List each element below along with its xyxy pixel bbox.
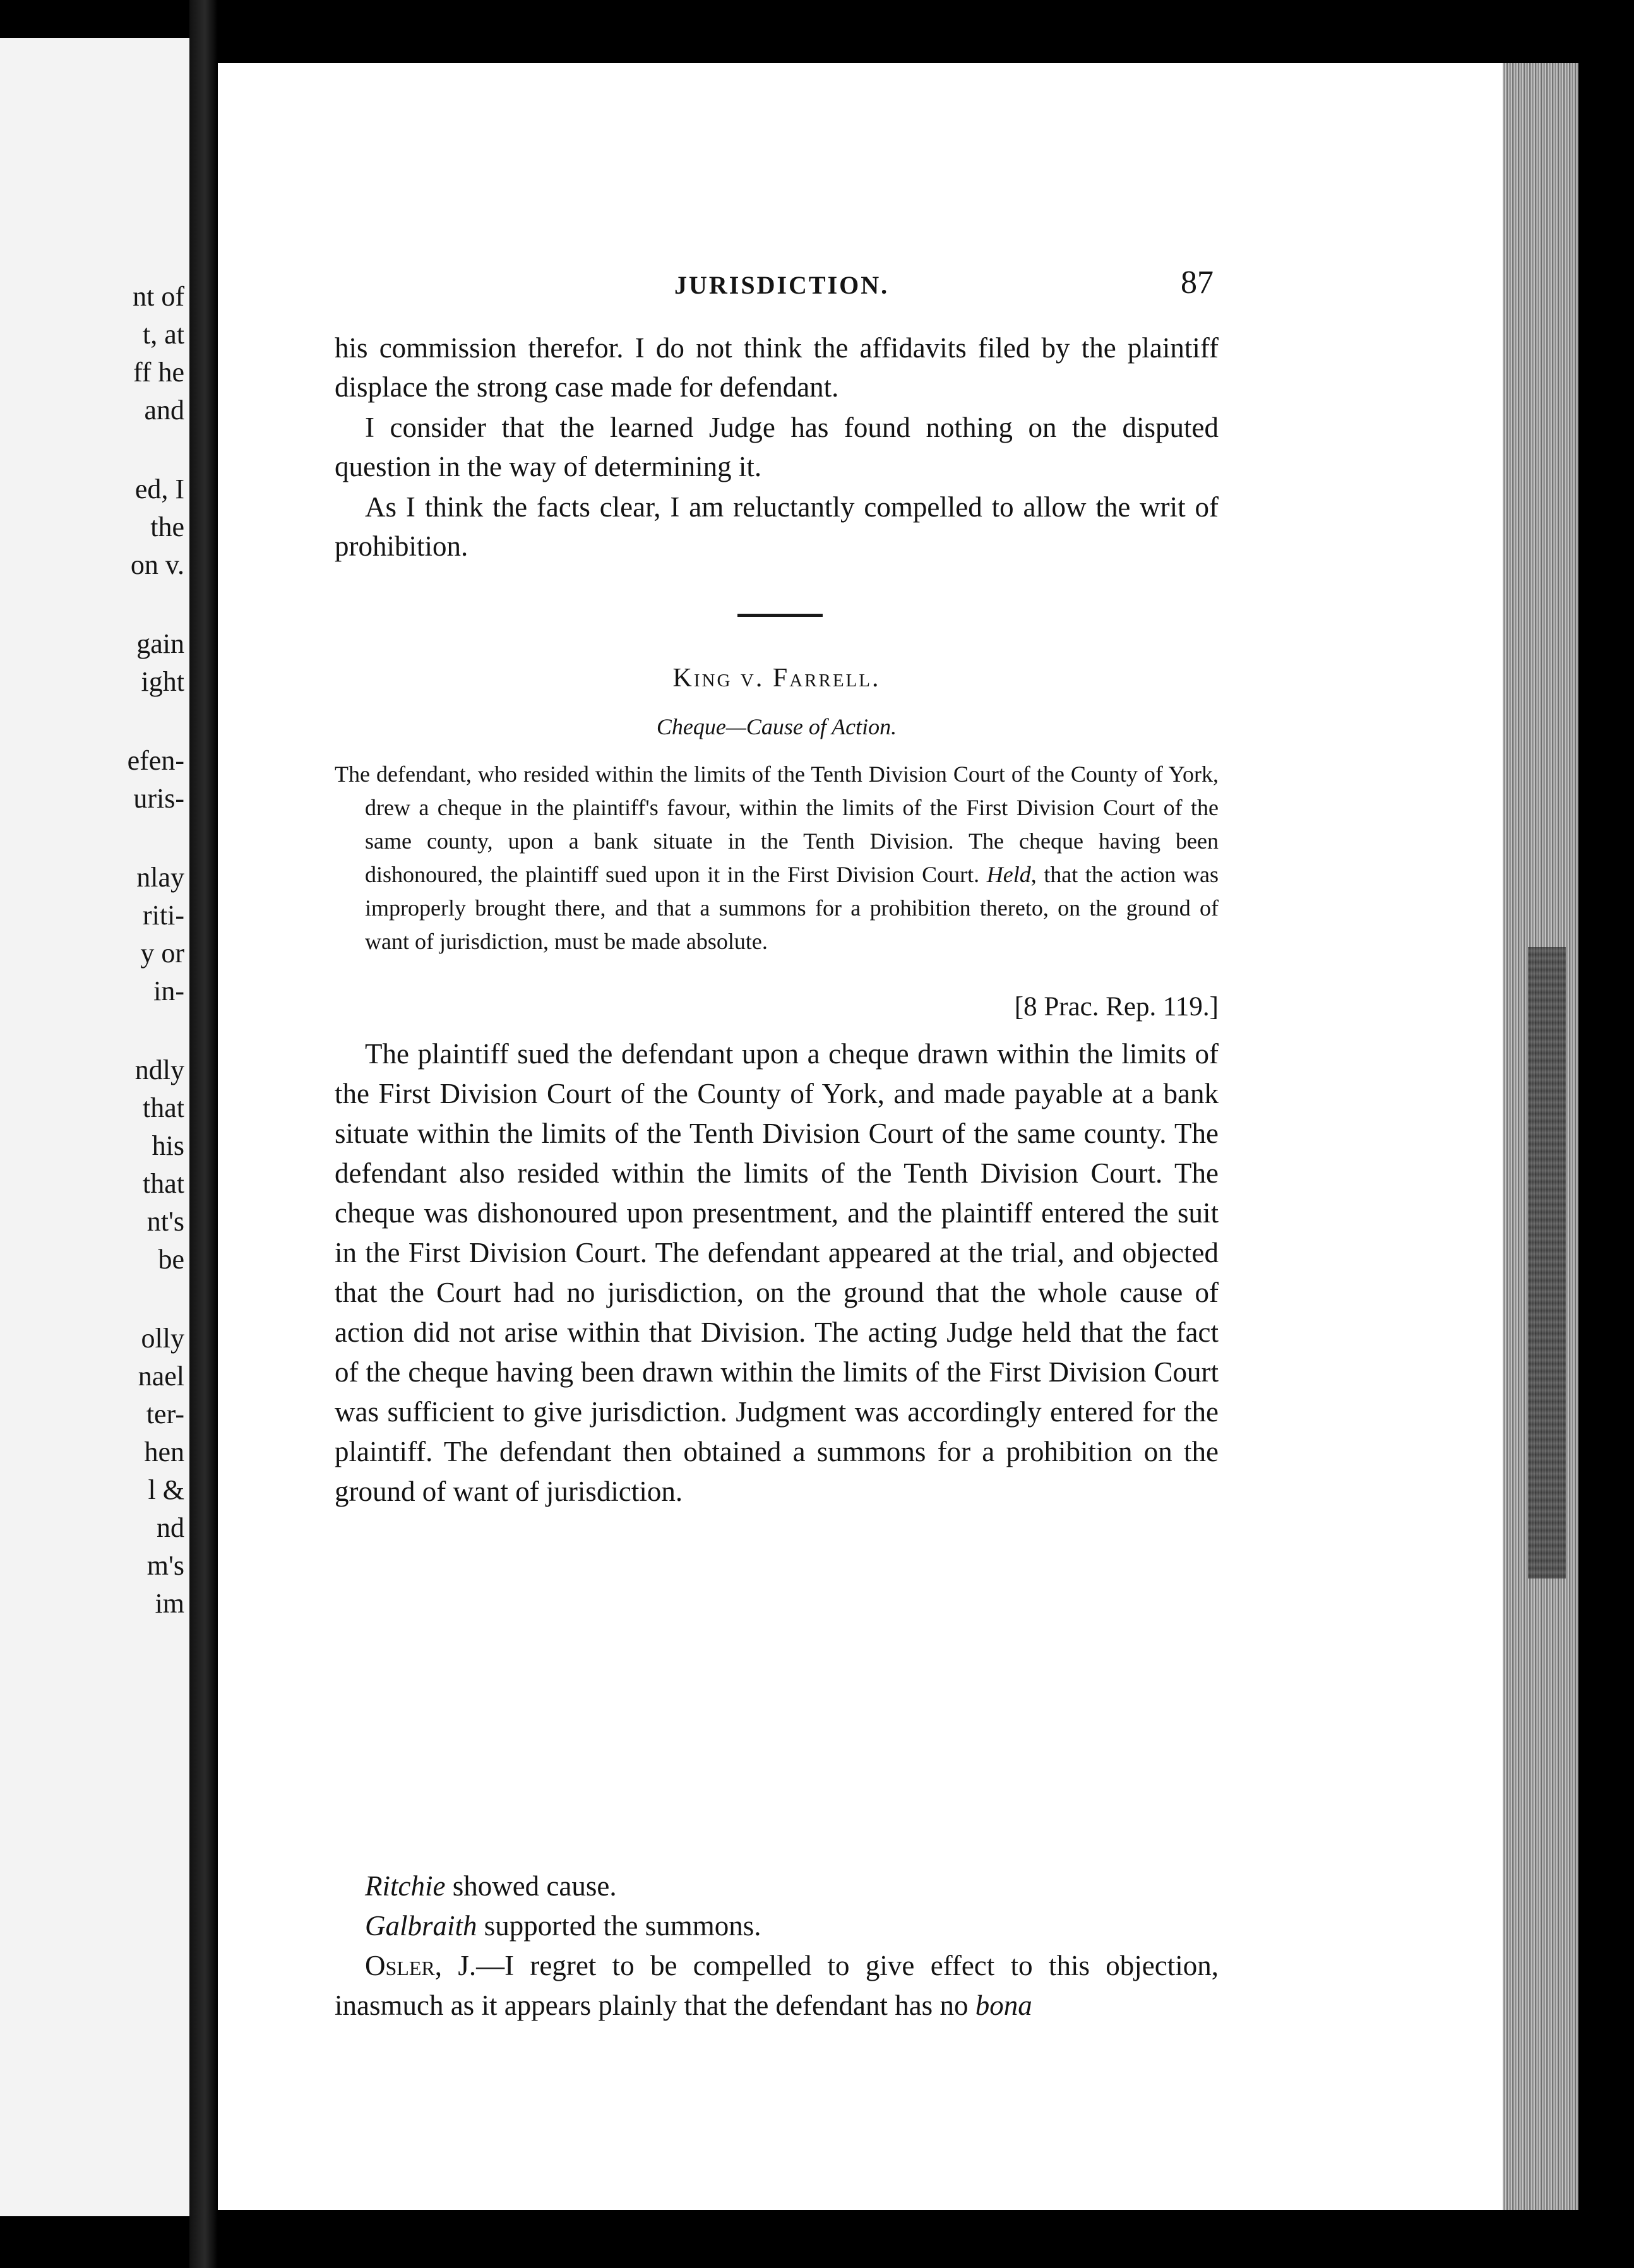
section-divider bbox=[737, 614, 823, 617]
facing-page-line: in- bbox=[153, 976, 184, 1006]
facing-page-line: nt of bbox=[133, 281, 184, 312]
judgment-paragraph bbox=[335, 1946, 1219, 2026]
headnote-text-b: , that the action was improperly brought there, and that a summons for a prohibition thereto, on the ground of want of jurisdiction, must be made absolute. bbox=[365, 862, 1219, 954]
facing-page-line: y or bbox=[140, 938, 184, 969]
book-gutter bbox=[189, 0, 218, 2268]
facing-page-line: l & bbox=[148, 1474, 184, 1505]
facing-page-line: efen- bbox=[127, 745, 184, 776]
case-title: King v. Farrell. bbox=[672, 664, 881, 693]
facts-paragraph: The plaintiff sued the defendant upon a cheque drawn within the limits of the First Division Court of the County of York, and made payable at a bank situate within the limits of the Tenth Division Court of the same county. The defendant also resided within the limits of the Tenth Division Court. The cheque was dishonoured upon presentment, and the plaintiff entered the suit in the First Division Court. The defendant appeared at the trial, and objected that the Court had no jurisdiction, on the ground that the whole cause of action did not arise within that Division. The acting Judge held that the fact of the cheque having been drawn within the limits of the First Division Court was sufficient to give jurisdiction. Judgment was accordingly entered for the plaintiff. The defendant then obtained a summons for a prohibition on the ground of want of jurisdiction. bbox=[335, 1038, 1219, 1507]
counsel-line-ritchie bbox=[365, 1866, 617, 1906]
facing-page-line: ndly bbox=[134, 1054, 184, 1085]
facing-page-line: ed, I bbox=[134, 474, 184, 504]
facing-page-line: riti- bbox=[143, 900, 184, 931]
facing-page-line: im bbox=[155, 1588, 184, 1619]
facing-page-line: ter- bbox=[146, 1399, 184, 1429]
facing-page-line: nd bbox=[157, 1512, 184, 1543]
facing-page-line: ight bbox=[141, 666, 184, 697]
counsel-ritchie-text: showed cause. bbox=[445, 1870, 617, 1902]
page-number: 87 bbox=[1181, 265, 1214, 301]
facing-page-line: and bbox=[144, 395, 184, 426]
facing-page-line: nael bbox=[138, 1361, 184, 1392]
judge-name: Osler bbox=[365, 1950, 435, 1981]
case-citation: [8 Prac. Rep. 119.] bbox=[1014, 992, 1219, 1022]
facing-page-line: hen bbox=[144, 1436, 184, 1467]
headnote-held: Held bbox=[986, 862, 1031, 887]
facing-page-line: the bbox=[150, 511, 184, 542]
counsel-line-galbraith bbox=[365, 1906, 761, 1946]
headnote bbox=[335, 758, 1219, 958]
opening-paragraph-3: As I think the facts clear, I am reluctantly compelled to allow the writ of prohibition. bbox=[335, 491, 1219, 562]
facing-page-fragment bbox=[0, 38, 189, 2216]
facing-page-line: nlay bbox=[136, 862, 184, 893]
counsel-galbraith-text: supported the summons. bbox=[477, 1910, 761, 1942]
headnote-text-a: The defendant, who resided within the limits of the Tenth Division Court of the County of York, drew a cheque in the plaintiff's favour, within the limits of the First Division Court of the same county, upon a bank situate in the Tenth Division. The cheque having been dishonoured, the plaintiff sued upon it in the First Division Court. bbox=[335, 761, 1219, 887]
facing-page-line: t, at bbox=[143, 319, 184, 350]
facing-page-line: gain bbox=[136, 628, 184, 659]
page-edges bbox=[1503, 63, 1578, 2210]
judgment-text: , J.—I regret to be compelled to give effect to this objection, inasmuch as it appears plainly that the defendant has no bbox=[335, 1950, 1219, 2021]
facing-page-line: nt's bbox=[146, 1206, 184, 1237]
running-head: JURISDICTION. bbox=[674, 271, 890, 299]
facing-page-line: on v. bbox=[130, 549, 184, 580]
facing-page-line: his bbox=[152, 1130, 184, 1161]
facing-page-line: be bbox=[158, 1244, 184, 1275]
facing-page-line: m's bbox=[146, 1550, 184, 1581]
facing-page-line: that bbox=[143, 1168, 184, 1199]
judgment-bona: bona bbox=[975, 1990, 1032, 2021]
facing-page-line: ff he bbox=[133, 357, 184, 388]
counsel-ritchie: Ritchie bbox=[365, 1870, 446, 1902]
counsel-galbraith: Galbraith bbox=[365, 1910, 477, 1942]
case-subtitle: Cheque—Cause of Action. bbox=[656, 714, 897, 739]
facing-page-line: that bbox=[143, 1092, 184, 1123]
facing-page-line: uris- bbox=[133, 783, 184, 814]
opening-paragraph-1: his commission therefor. I do not think the affidavits filed by the plaintiff displace the strong case made for defendant. bbox=[335, 332, 1219, 403]
opening-paragraph-2: I consider that the learned Judge has found nothing on the disputed question in the way of determining it. bbox=[335, 412, 1219, 482]
facing-page-line: olly bbox=[141, 1323, 184, 1354]
